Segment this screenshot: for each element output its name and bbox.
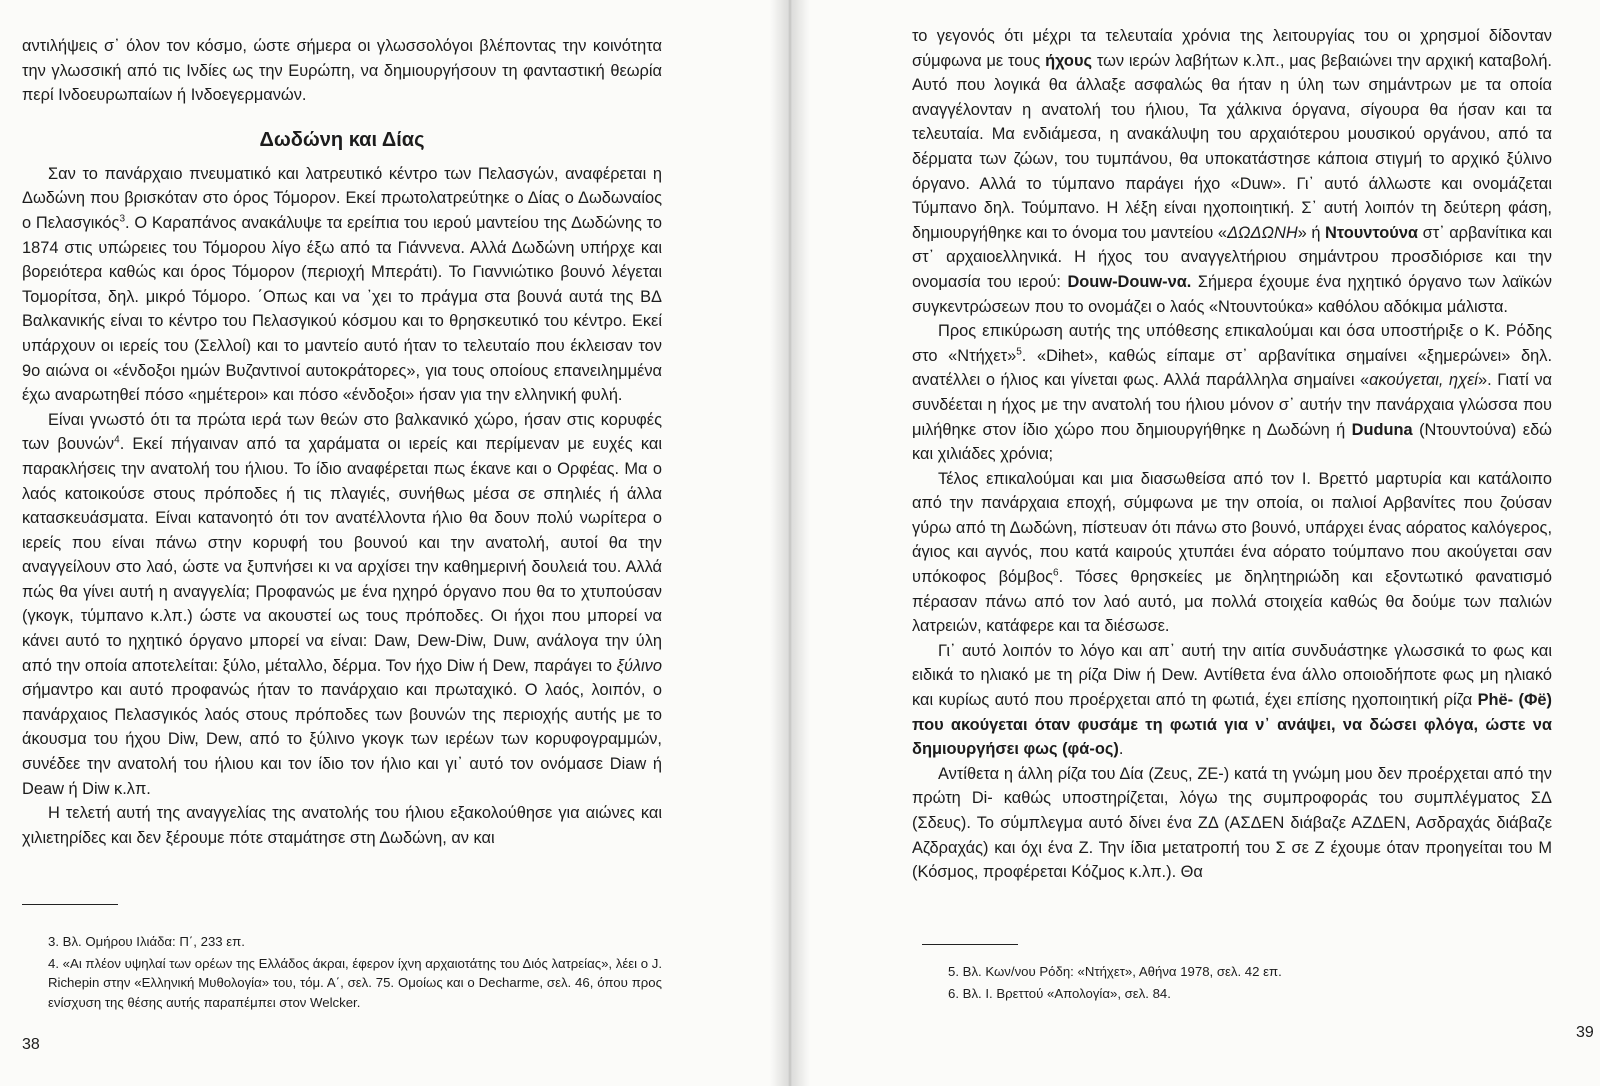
left-paragraph-3: Είναι γνωστό ότι τα πρώτα ιερά των θεών στο βαλκανικό χώρο, ήσαν στις κορυφές των βουνών$^4$. Εκεί πήγαιναν από τα χαράματα οι ιερείς και περίμεναν με ευχές και παρακλήσεις την ανατολή του ήλιου. Το ίδιο αναφέρεται πως έκανε και ο Ορφέας. Μα ο λαός κατοικούσε στους πρόποδες ή τις πλαγιές, συνήθως μέσα σε σπηλιές ή άλλα κατασκευάσματα. Είναι κατανοητό ότι τον ανατέλλοντα ήλιο θα δουν πολύ νωρίτερα ο ιερείς που είναι πάνω στην κορυφή του βουνού και την ανατολή, αυτοί θα την αναγγείλουν στο λαό, ώστε να ξυπνήσει κι να αρχίσει την καθημερινή δουλειά του. Αλλά πώς θα γίνει αυτή η αναγγελία; Προφανώς με ένα ηχηρό όργανο που θα το χτυπούσαν (γκογκ, τύμπανο κ.λπ.) ώστε να ακουστεί ως τους πρόποδες. Οι ήχοι που μπορεί να κάνει αυτό το ηχητικό όργανο μπορεί να είναι: Daw, Dew-Diw, Duw, ανάλογα την ύλη από την οποία αποτελείται: ξύλο, μέταλλο, δέρμα. Τον ήχο Diw ή Dew, παράγει το ξύλινο σήμαντρο και αυτό προφανώς ήταν το πανάρχαιο και πρωταχικό. Ο λαός, λοιπόν, ο πανάρχαιος Πελασγικός λαός στους πρόποδες των βουνών της περιοχής αυτής με το άκουσμα του ήχου Diw, Dew, από το ξύλινο γκογκ των ιερέων των κορυφογραμμών, συνέδεε την ανατολή του ήλιου και τον ίδιο τον ήλιο και γι᾽ αυτό τον ονόμασε Diaw ή Deaw ή Diw κ.λπ.	[22, 410, 662, 798]
right-paragraph-1: το γεγονός ότι μέχρι τα τελευταία χρόνια της λειτουργίας του οι χρησμοί δίδονταν σύμφωνα με τους ήχους των ιερών λαβήτων κ.λπ., μας βεβαιώνει την αρχική καταβολή. Αυτό που λογικά θα άλλαξε ασφαλώς θα ήταν η ύλη των σημάντρων με τα οποία αναγγέλονταν η ανατολή του ήλιου, Τα χάλκινα όργανα, σίγουρα θα ήσαν και τα τελευταία. Μα ενδιάμεσα, η ανακάλυψη του αρχαιότερου μουσικού οργάνου, από τα δέρματα των ζώων, του τυμπάνου, θα υποκατάστησε κάποια στιγμή το αρχικό ξύλινο όργανο. Αλλά το τύμπανο παράγει ήχο «Duw». Γι᾽ αυτό άλλωστε και ονομάζεται Τύμπανο δηλ. Τούμπανο. Η λέξη είναι ηχοποιητική. Σ᾽ αυτή λοιπόν τη δεύτερη φάση, δημιουργήθηκε και το όνομα του μαντείου «ΔΩΔΩΝΗ» ή Ντουντούνα στ᾽ αρβανίτικα και στ᾽ αρχαιοελληνικά. Η ήχος του αναγγελτήριου σημάντρου προσδιόρισε και την ονομασία του ιερού: Douw-Douw-να. Σήμερα έχουμε ένα ηχητικό όργανο των λαϊκών συγκεντρώσεων που το ονομάζει ο λαός «Ντουντούκα» καθόλου αδόκιμα μάλιστα.	[912, 27, 1553, 316]
footnote-ref-3[interactable]: 3	[119, 213, 125, 225]
page-number-right: 39	[1576, 1024, 1594, 1041]
footnote-5: 5. Βλ. Κων/νου Ρόδη: «Ντήχετ», Αθήνα 1978, σελ. 42 επ.	[948, 964, 1282, 979]
right-paragraph-4: Γι᾽ αυτό λοιπόν το λόγο και απ᾽ αυτή την αιτία συνδυάστηκε γλωσσικά το φως και ειδικά το ηλιακό με τη ρίζα Diw ή Dew. Αντίθετα ένα άλλο οποιοδήποτε φως μη ηλιακό και κυρίως αυτό που προέρχεται από τη φωτιά, έχει επίσης ηχοποιητική ρίζα Phë- (Φë) που ακούγεται όταν φυσάμε τη φωτιά για ν᾽ ανάψει, να δώσει φλόγα, ώστε να δημιουργήσει φως (φά-ος).	[912, 641, 1553, 759]
footnote-ref-5[interactable]: 5	[1016, 346, 1022, 358]
footnote-ref-6[interactable]: 6	[1053, 567, 1059, 579]
footnote-3: 3. Βλ. Ομήρου Ιλιάδα: Π΄, 233 επ.	[48, 934, 245, 949]
footnote-ref-4[interactable]: 4	[114, 434, 120, 446]
right-paragraph-3: Τέλος επικαλούμαι και μια διασωθείσα από τον Ι. Βρεττό μαρτυρία και κατάλοιπο από την πανάρχαια εποχή, σύμφωνα με την οποία, οι παλιοί Αρβανίτες που ζούσαν γύρω από τη Δωδώνη, πίστευαν ότι πάνω στο βουνό, υπάρχει ένας αόρατος καλόγερος, άγιος και αγνός, που κατά καιρούς χτυπάει ένα αόρατο τούμπανο που ακούγεται σαν υπόκοφος βόμβος$^6$. Τόσες θρησκείες με δηλητηριώδη και εξοντωτικό φανατισμό πέρασαν πάνω από τον λαό αυτό, μα πολλά στοιχεία καθώς θα δούμε των παλιών λατρειών, κατάφερε και τα διέσωσε.	[912, 469, 1552, 636]
right-body-text	[912, 24, 1552, 885]
left-paragraph-4: Η τελετή αυτή της αναγγελίας της ανατολής του ήλιου εξακολούθησε για αιώνες και χιλιετηρίδες και δεν ξέρουμε πότε σταμάτησε στη Δωδώνη, αν και	[22, 804, 662, 847]
left-footnotes	[22, 932, 662, 1014]
left-paragraph-2: Σαν το πανάρχαιο πνευματικό και λατρευτικό κέντρο των Πελασγών, αναφέρεται η Δωδώνη που βρισκόταν στο όρος Τόμορον. Εκεί πρωτολατρεύτηκε ο Δίας ο Δωδωναίος ο Πελασγικός$^3$. Ο Καραπάνος ανακάλυψε τα ερείπια του ιερού μαντείου της Δωδώνης το 1874 στις υπώρειες του Τόμορου λίγο έξω από τα Γιάννενα. Αλλά Δωδώνη υπήρχε και βορειότερα καθώς και όρος Τόμορον (περιοχή Μπεράτι). Το Γιαννιώτικο βουνό λέγεται Τομορίτσα, δηλ. μικρό Τόμορο. ΄Οπως και να ᾽χει το πράγμα στα βουνά αυτά της ΒΔ Βαλκανικής είναι το κέντρο του Πελασγικού κόσμου και το θρησκευτικό του κέντρο. Εκεί υπάρχουν οι ιερείς του (Σελλοί) και το μαντείο αυτό ήταν το τελευταίο που έκλεισαν τον 9ο αιώνα οι «ένδοξοι ημών Βυζαντινοί αυτοκράτορες», για τους οποίους επανειλημμένα έχω αναρωτηθεί πόσο «ημέτεροι» και πόσο «ένδοξοι» ήσαν για την ελληνική φυλή.	[22, 164, 662, 405]
left-page	[0, 0, 790, 1086]
right-footnotes	[922, 962, 1542, 1005]
right-page	[790, 0, 1600, 1086]
left-paragraph-1: αντιλήψεις σ᾽ όλον τον κόσμο, ώστε σήμερα οι γλωσσολόγοι βλέποντας την κοινότητα την γλωσσική από τις Ινδίες ως την Ευρώπη, να δημιουργήσουν τη φανταστική θεωρία περί Ινδοευρωπαίων ή Ινδοεγερμανών.	[22, 37, 662, 105]
footnote-divider	[22, 904, 118, 905]
footnote-4: 4. «Αι πλέον υψηλαί των ορέων της Ελλάδος άκραι, έφερον ίχνη αρχαιοτάτης του Διός λατρείας», λέει ο J. Richepin στην «Ελληνική Μυθολογία» του, τόμ. Α΄, σελ. 75. Ομοίως και ο Decharme, σελ. 46, όπου προς ενίσχυση της θέσης αυτής παραπέμπει στον Welcker.	[48, 955, 662, 1010]
left-body-text	[22, 34, 662, 850]
right-paragraph-5: Αντίθετα η άλλη ρίζα του Δία (Ζευς, ΖΕ-) κατά τη γνώμη μου δεν προέρχεται από την πρώτη Di- καθώς υποστηρίζεται, λόγω της συμπροφοράς του συμπλέγματος ΣΔ (Σδευς). Το σύμπλεγμα αυτό δίνει ένα ΖΔ (ΑΣΔΕΝ διάβαζε ΑΖΔΕΝ, Ασδραχάς διάβαζε Αζδραχάς) και όχι ένα Ζ. Την ίδια μετατροπή του Σ σε Ζ έχουμε όταν προηγείται του Μ (Κόσμος, προφέρεται Κόζμος κ.λπ.). Θα	[912, 764, 1552, 882]
right-paragraph-2: Προς επικύρωση αυτής της υπόθεσης επικαλούμαι και όσα υποστήριξε ο Κ. Ρόδης στο «Ντήχετ»$^5$. «Dihet», καθώς είπαμε στ᾽ αρβανίτικα σημαίνει «ξημερώνει» δηλ. ανατέλλει ο ήλιος και γίνεται φως. Αλλά παράλληλα σημαίνει «ακούγεται, ηχεί». Γιατί να συνδέεται η ήχος με την ανατολή του ήλιου μόνον σ᾽ αυτήν την πανάρχαια γλώσσα που μιλήθηκε στον ίδιο χώρο που δημιουργήθηκε η Δωδώνη ή Duduna (Ντουντούνα) εδώ και χιλιάδες χρόνια;	[912, 322, 1552, 464]
footnote-divider	[922, 944, 1018, 945]
footnote-6: 6. Βλ. Ι. Βρεττού «Απολογία», σελ. 84.	[948, 985, 1171, 1001]
section-heading: Δωδώνη και Δίας	[259, 128, 425, 151]
page-number-left: 38	[22, 1036, 40, 1053]
